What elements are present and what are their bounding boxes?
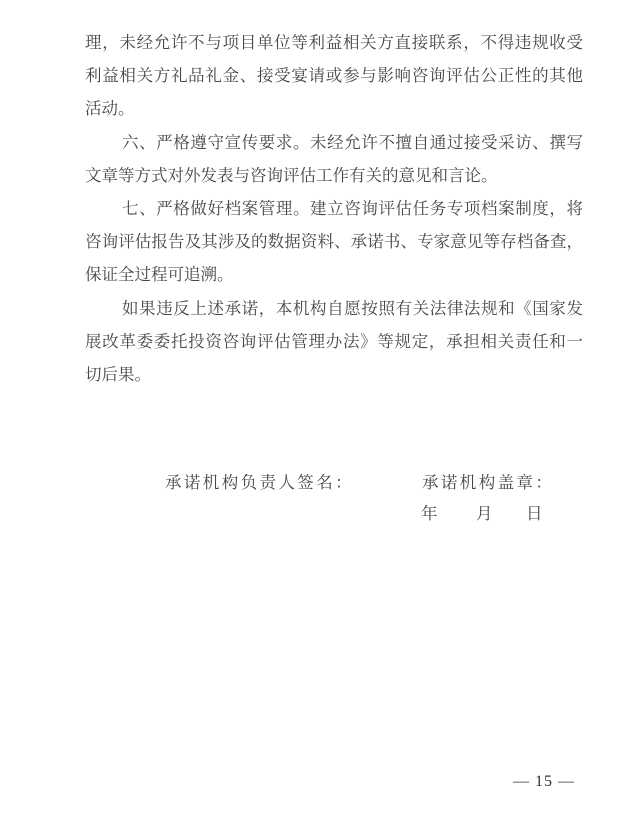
body-line: 理，未经允许不与项目单位等利益相关方直接联系，不得违规收受 xyxy=(85,33,583,52)
body-line: 切后果。 xyxy=(85,365,151,385)
body-line: 六、严格遵守宣传要求。未经允许不擅自通过接受采访、撰写 xyxy=(122,132,583,152)
body-line: 活动。 xyxy=(85,99,135,119)
document-body xyxy=(85,26,583,391)
page-number: — 15 — xyxy=(513,773,575,790)
body-line: 文章等方式对外发表与咨询评估工作有关的意见和言论。 xyxy=(85,165,498,185)
org-seal-label: 承诺机构盖章： xyxy=(422,473,555,492)
date-month-label: 月 xyxy=(476,504,493,523)
body-line: 利益相关方礼品礼金、接受宴请或参与影响咨询评估公正性的其他 xyxy=(85,66,583,86)
body-line: 如果违反上述承诺，本机构自愿按照有关法律法规和《国家发 xyxy=(122,298,583,318)
body-line: 咨询评估报告及其涉及的数据资料、承诺书、专家意见等存档备查， xyxy=(85,232,583,252)
signer-signature-label: 承诺机构负责人签名： xyxy=(165,473,354,492)
body-line: 七、严格做好档案管理。建立咨询评估任务专项档案制度，将 xyxy=(122,199,583,219)
body-line: 保证全过程可追溯。 xyxy=(85,265,234,285)
body-line: 展改革委委托投资咨询评估管理办法》等规定，承担相关责任和一 xyxy=(85,331,583,351)
date-day-label: 日 xyxy=(526,504,543,523)
date-year-label: 年 xyxy=(421,504,438,523)
